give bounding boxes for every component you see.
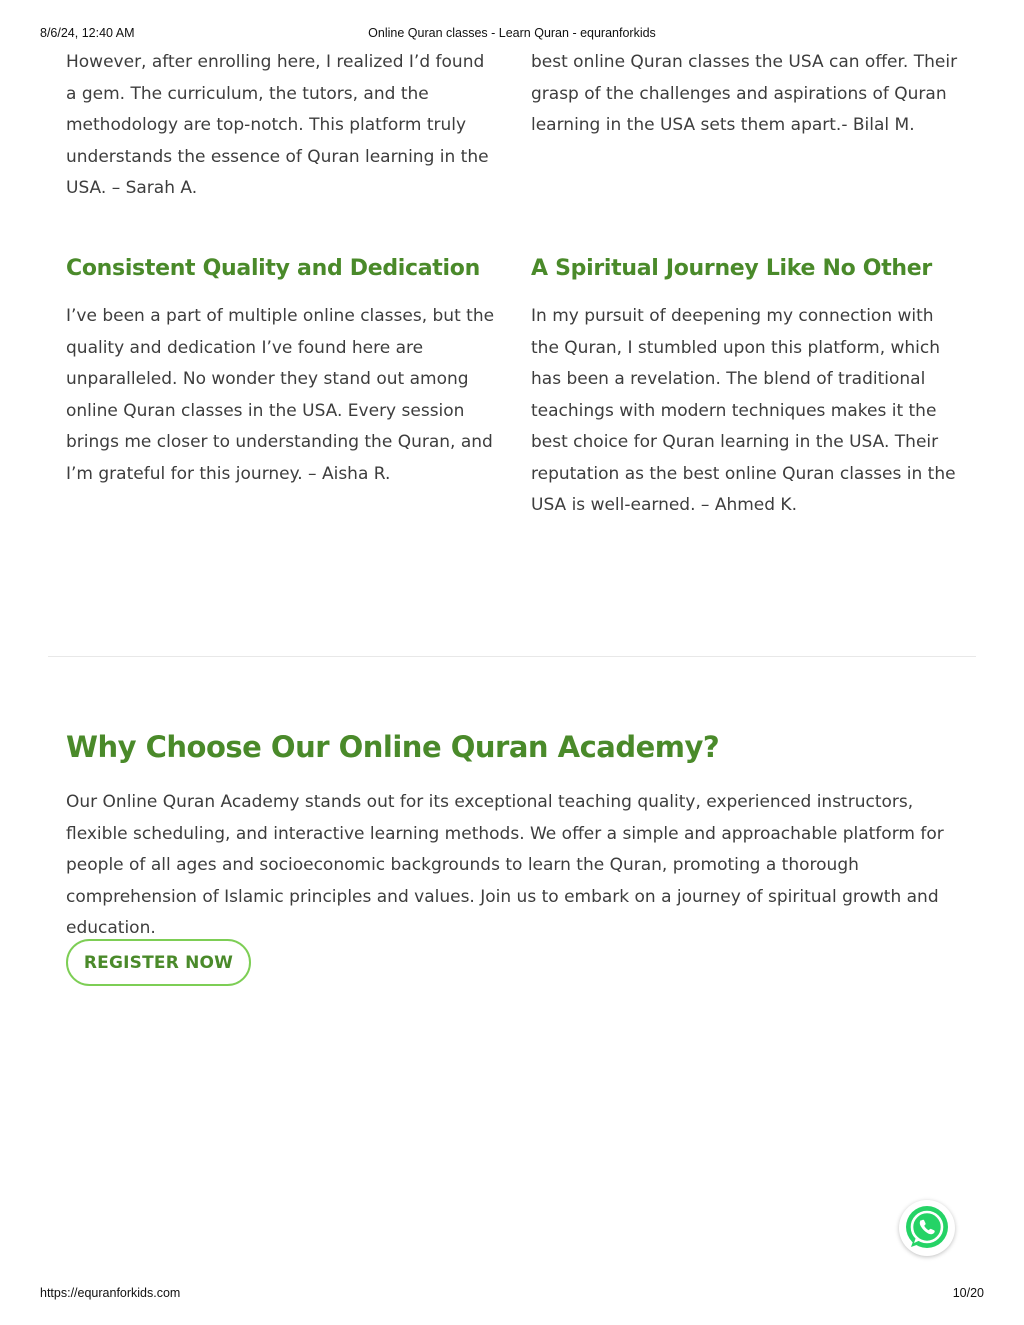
testimonial-text: In my pursuit of deepening my connection with the Quran, I stumbled upon this platform, which has been a revelation. The blend of traditional teachings with modern techniques makes it the best choice for Quran learning in the USA. Their reputation as the best online Quran classes in the USA is well-earned. – Ahmed K. — [531, 306, 956, 515]
testimonial-text: However, after enrolling here, I realized I’d found a gem. The curriculum, the tutors, and the methodology are top-notch. This platform truly understands the essence of Quran learning in the USA. – Sarah A. — [66, 52, 489, 198]
testimonial-aisha — [66, 254, 498, 490]
testimonial-text: I’ve been a part of multiple online classes, but the quality and dedication I’ve found here are unparalleled. No wonder they stand out among online Quran classes in the USA. Every session brings me closer to understanding the Quran, and I’m grateful for this journey. – Aisha R. — [66, 306, 495, 484]
print-page-number: 10/20 — [952, 1286, 984, 1300]
print-url: https://equranforkids.com — [40, 1286, 181, 1300]
why-choose-text: Our Online Quran Academy stands out for its exceptional teaching quality, experienced instructors, flexible scheduling, and interactive learning methods. We offer a simple and approachable platform for people of all ages and socioeconomic backgrounds to learn the Quran, promoting a thorough comprehension of Islamic principles and values. Join us to embark on a journey of spiritual growth and education. — [66, 792, 944, 938]
why-choose-title: Why Choose Our Online Quran Academy? — [66, 730, 720, 764]
register-now-button[interactable]: REGISTER NOW — [66, 939, 251, 986]
print-doc-title: Online Quran classes - Learn Quran - equranforkids — [368, 26, 656, 40]
testimonial-heading: A Spiritual Journey Like No Other — [531, 256, 932, 281]
testimonial-sarah — [66, 47, 498, 205]
whatsapp-chat-button[interactable] — [899, 1200, 955, 1256]
testimonial-heading: Consistent Quality and Dedication — [66, 256, 480, 281]
print-header — [40, 26, 984, 42]
print-datetime: 8/6/24, 12:40 AM — [40, 26, 135, 40]
whatsapp-icon — [902, 1203, 952, 1253]
testimonial-text: best online Quran classes the USA can offer. Their grasp of the challenges and aspirations of Quran learning in the USA sets them apart.- Bilal M. — [531, 52, 958, 135]
testimonial-bilal — [531, 47, 963, 142]
print-footer — [40, 1286, 984, 1302]
section-divider — [48, 656, 976, 657]
testimonial-ahmed — [531, 254, 963, 522]
